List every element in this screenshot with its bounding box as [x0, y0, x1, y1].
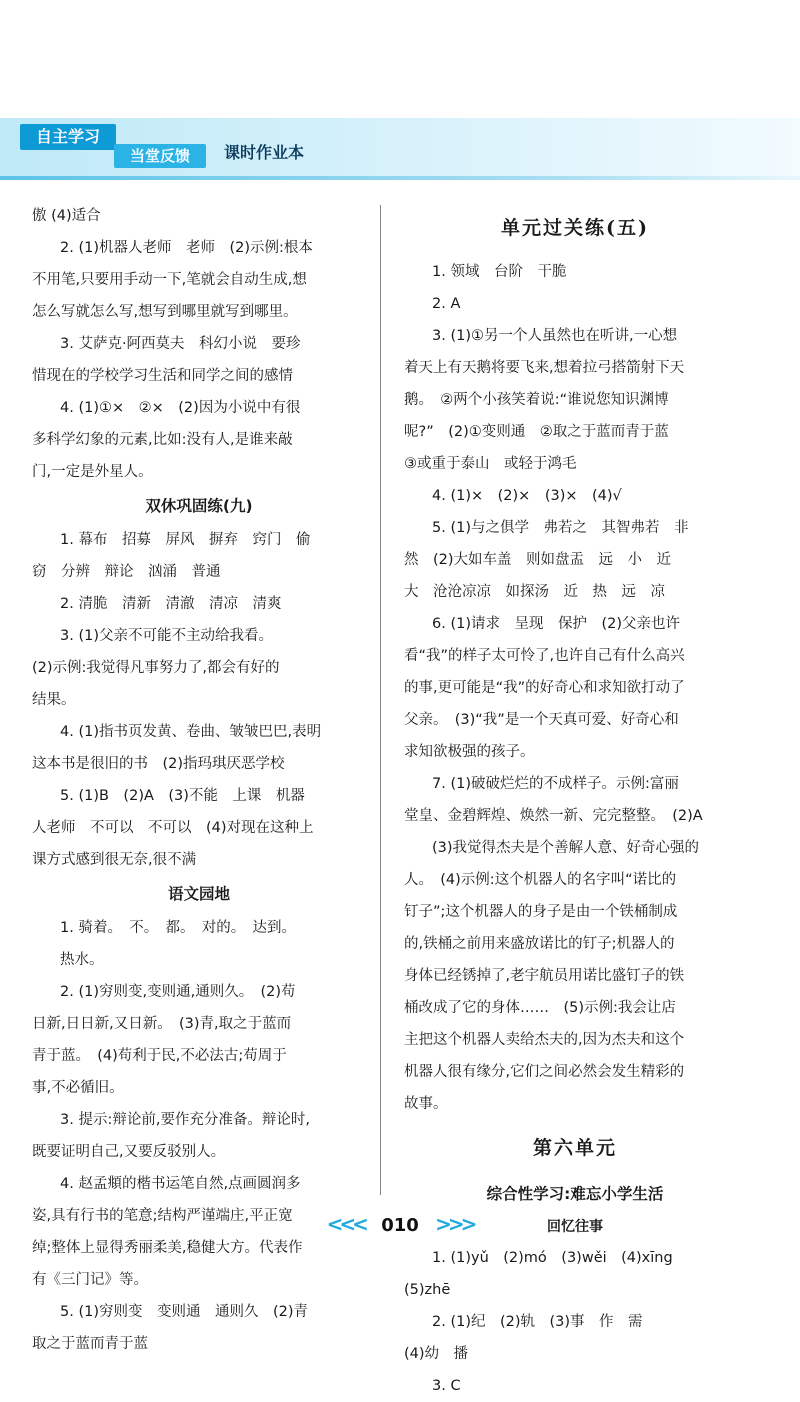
answer-line: (2)示例:我觉得凡事努力了,都会有好的	[32, 660, 280, 676]
answer-line: 大 沧沧凉凉 如探汤 近 热 远 凉	[404, 584, 665, 600]
answer-line: 多科学幻象的元素,比如:没有人,是谁来敲	[32, 432, 293, 448]
answer-line: 的,铁桶之前用来盛放诺比的钉子;机器人的	[404, 936, 675, 952]
answer-line: 父亲。 (3)“我”是一个天真可爱、好奇心和	[404, 712, 679, 728]
answer-line: 5. (1)B (2)A (3)不能 上课 机器	[60, 788, 305, 804]
answer-line: 鹅。 ②两个小孩笑着说:“谁说您知识渊博	[404, 392, 669, 408]
answer-line: 6. (1)请求 呈现 保护 (2)父亲也许	[432, 616, 681, 632]
answer-line: (3)我觉得杰夫是个善解人意、好奇心强的	[432, 840, 700, 856]
answer-line: 故事。	[404, 1096, 448, 1112]
answer-line: 1. 骑着。 不。 都。 对的。 达到。	[60, 920, 296, 936]
answer-line: 2. (1)机器人老师 老师 (2)示例:根本	[60, 240, 313, 256]
answer-line: (4)幼 播	[404, 1346, 469, 1362]
answer-line: 有《三门记》等。	[32, 1272, 148, 1288]
answer-line: 主把这个机器人卖给杰夫的,因为杰夫和这个	[404, 1032, 685, 1048]
answer-line: 求知欲极强的孩子。	[404, 744, 535, 760]
answer-line: 3. C	[432, 1378, 461, 1394]
answer-line: 着天上有天鹅将要飞来,想着拉弓搭箭射下天	[404, 360, 685, 376]
answer-line: 3. 艾萨克·阿西莫夫 科幻小说 要珍	[60, 336, 301, 352]
answer-line: 日新,日日新,又日新。 (3)青,取之于蓝而	[32, 1016, 292, 1032]
answer-line: 7. (1)破破烂烂的不成样子。示例:富丽	[432, 776, 679, 792]
answer-line: 傲 (4)适合	[32, 208, 101, 224]
answer-line: (5)zhē	[404, 1282, 451, 1298]
answer-line: 4. (1)指书页发黄、卷曲、皱皱巴巴,表明	[60, 724, 322, 740]
answer-line: 呢?” (2)①变则通 ②取之于蓝而青于蓝	[404, 424, 669, 440]
answer-line: 姿,具有行书的笔意;结构严谨端庄,平正宽	[32, 1208, 293, 1224]
answer-line: 1. 幕布 招募 屏风 摒弃 窍门 偷	[60, 532, 311, 548]
section-heading: 语文园地	[167, 885, 230, 903]
answer-line: 5. (1)穷则变 变则通 通则久 (2)青	[60, 1304, 309, 1320]
answer-line: 事,不必循旧。	[32, 1080, 124, 1096]
answer-line: 的事,更可能是“我”的好奇心和求知欲打动了	[404, 680, 685, 696]
answer-line: 课方式感到很无奈,很不满	[32, 852, 197, 868]
answer-line: 3. 提示:辩论前,要作充分准备。辩论时,	[60, 1112, 311, 1128]
answer-line: 热水。	[60, 952, 104, 968]
header-tag-self-study: 自主学习	[20, 124, 116, 150]
section-heading: 回忆往事	[547, 1219, 603, 1235]
prev-arrows-icon: <<<	[326, 1212, 365, 1236]
answer-line: 2. 清脆 清新 清澈 清凉 清爽	[60, 596, 282, 612]
answer-line: 4. (1)①× ②× (2)因为小说中有很	[60, 400, 301, 416]
answer-line: 2. (1)纪 (2)轨 (3)事 作 需	[432, 1314, 643, 1330]
next-arrows-icon: >>>	[435, 1212, 474, 1236]
page-footer	[0, 1212, 800, 1242]
answer-line: 4. 赵孟頫的楷书运笔自然,点画圆润多	[60, 1176, 301, 1192]
answer-line: 堂皇、金碧辉煌、焕然一新、完完整整。 (2)A	[404, 808, 703, 824]
answer-line: 取之于蓝而青于蓝	[32, 1336, 148, 1352]
answer-line: 桶改成了它的身体…… (5)示例:我会让店	[404, 1000, 676, 1016]
answer-line: 3. (1)父亲不可能不主动给我看。	[60, 628, 273, 644]
answer-line: 人。 (4)示例:这个机器人的名字叫“诺比的	[404, 872, 677, 888]
answer-line: 门,一定是外星人。	[32, 464, 153, 480]
section-heading: 综合性学习:难忘小学生活	[486, 1185, 664, 1203]
page-number: 010	[381, 1215, 419, 1236]
answer-line: 不用笔,只要用手动一下,笔就会自动生成,想	[32, 272, 307, 288]
answer-line: 人老师 不可以 不可以 (4)对现在这种上	[32, 820, 314, 836]
answer-line: 4. (1)× (2)× (3)× (4)√	[432, 488, 622, 504]
answer-line: 绰;整体上显得秀丽柔美,稳健大方。代表作	[32, 1240, 303, 1256]
answer-line: 5. (1)与之俱学 弗若之 其智弗若 非	[432, 520, 689, 536]
answer-line: 怎么写就怎么写,想写到哪里就写到哪里。	[32, 304, 298, 320]
section-heading: 单元过关练(五)	[501, 217, 649, 239]
header-title: 课时作业本	[224, 143, 305, 162]
section-heading: 第六单元	[532, 1137, 617, 1159]
answer-line: 钉子”;这个机器人的身子是由一个铁桶制成	[404, 904, 678, 920]
answer-line: 2. (1)穷则变,变则通,通则久。 (2)苟	[60, 984, 296, 1000]
answer-line: 这本书是很旧的书 (2)指玛琪厌恶学校	[32, 756, 285, 772]
answer-line: ③或重于泰山 或轻于鸿毛	[404, 456, 577, 472]
answer-line: 2. A	[432, 296, 461, 312]
answer-line: 青于蓝。 (4)苟利于民,不必法古;苟周于	[32, 1048, 287, 1064]
section-heading: 双休巩固练(九)	[145, 497, 253, 515]
answer-line: 既要证明自己,又要反驳别人。	[32, 1144, 226, 1160]
column-divider	[380, 205, 381, 1195]
answer-line: 1. 领域 台阶 干脆	[432, 264, 567, 280]
answer-line: 结果。	[32, 692, 76, 708]
answer-line: 然 (2)大如车盖 则如盘盂 远 小 近	[404, 552, 672, 568]
answer-line: 机器人很有缘分,它们之间必然会发生精彩的	[404, 1064, 685, 1080]
left-column	[32, 200, 366, 1360]
answer-line: 身体已经锈掉了,老宇航员用诺比盛钉子的铁	[404, 968, 685, 984]
answer-line: 看“我”的样子太可怜了,也许自己有什么高兴	[404, 648, 685, 664]
answer-line: 3. (1)①另一个人虽然也在听讲,一心想	[432, 328, 678, 344]
answer-line: 惜现在的学校学习生活和同学之间的感情	[32, 368, 293, 384]
header-tag-feedback: 当堂反馈	[114, 144, 206, 168]
answer-line: 窃 分辨 辩论 汹涌 普通	[32, 564, 221, 580]
answer-line: 1. (1)yǔ (2)mó (3)wěi (4)xīng	[432, 1250, 673, 1266]
